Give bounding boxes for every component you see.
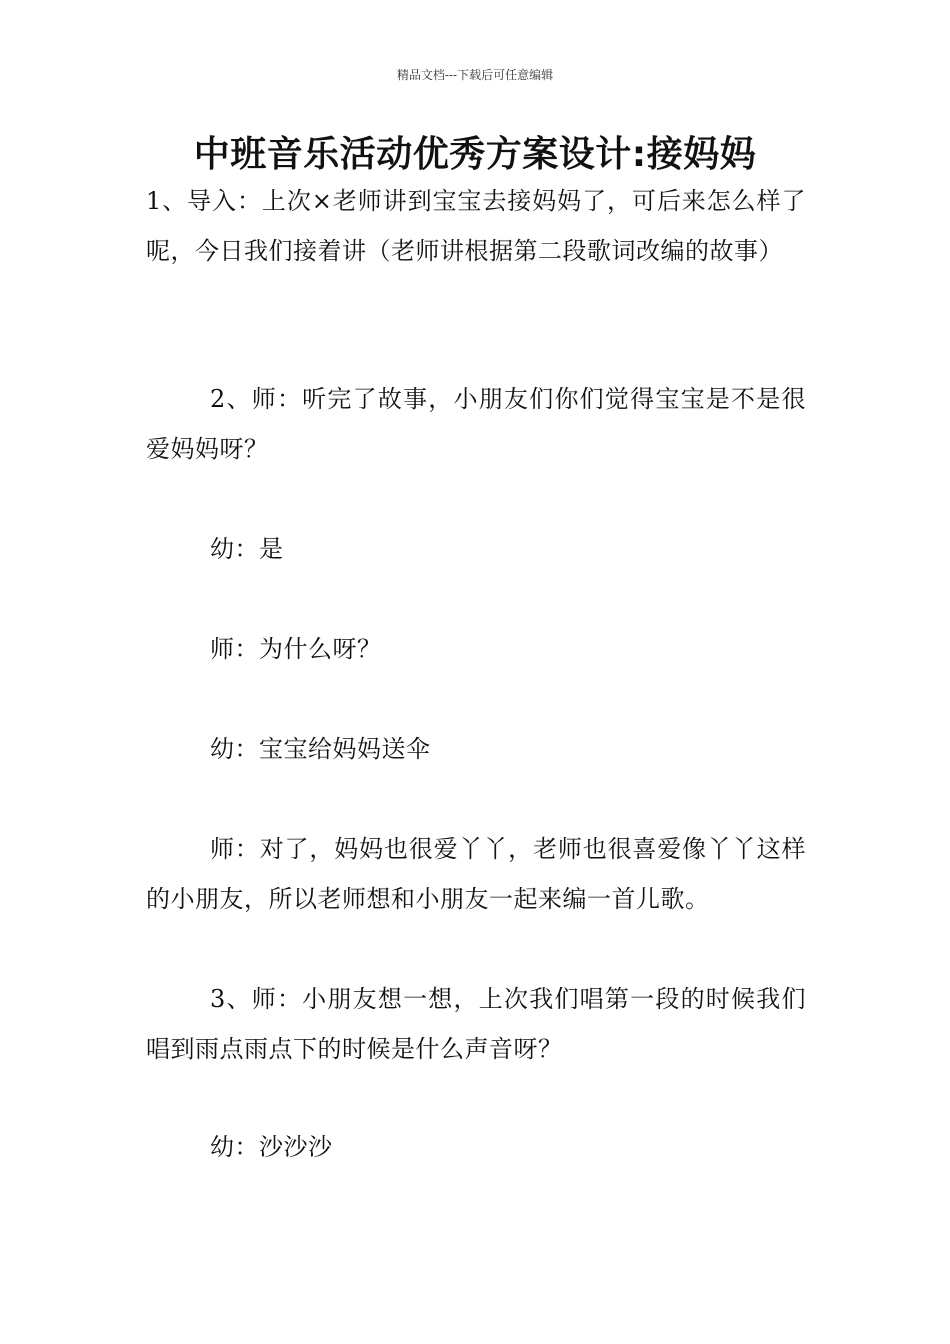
document-title: 中班音乐活动优秀方案设计:接妈妈 (193, 134, 757, 175)
paragraph-intro: 1、导入：上次×老师讲到宝宝去接妈妈了，可后来怎么样了呢，今日我们接着讲（老师讲根据第二段歌词改编的故事） (146, 187, 806, 265)
paragraph-child-shashasha: 幼：沙沙沙 (210, 1133, 333, 1161)
paragraph-teacher-song: 师：对了，妈妈也很爱丫丫，老师也很喜爱像丫丫这样的小朋友，所以老师想和小朋友一起来编一首儿歌。 (146, 835, 806, 913)
page-header-note: 精品文档---下载后可任意编辑 (396, 68, 554, 82)
paragraph-child-answer-yes: 幼：是 (210, 535, 284, 563)
paragraph-child-umbrella: 幼：宝宝给妈妈送伞 (210, 735, 431, 763)
paragraph-teacher-why: 师：为什么呀？ (210, 635, 382, 663)
paragraph-step-3: 3、师：小朋友想一想，上次我们唱第一段的时候我们唱到雨点雨点下的时候是什么声音呀？ (146, 985, 806, 1063)
paragraph-step-2: 2、师：听完了故事，小朋友们你们觉得宝宝是不是很爱妈妈呀？ (146, 385, 806, 463)
